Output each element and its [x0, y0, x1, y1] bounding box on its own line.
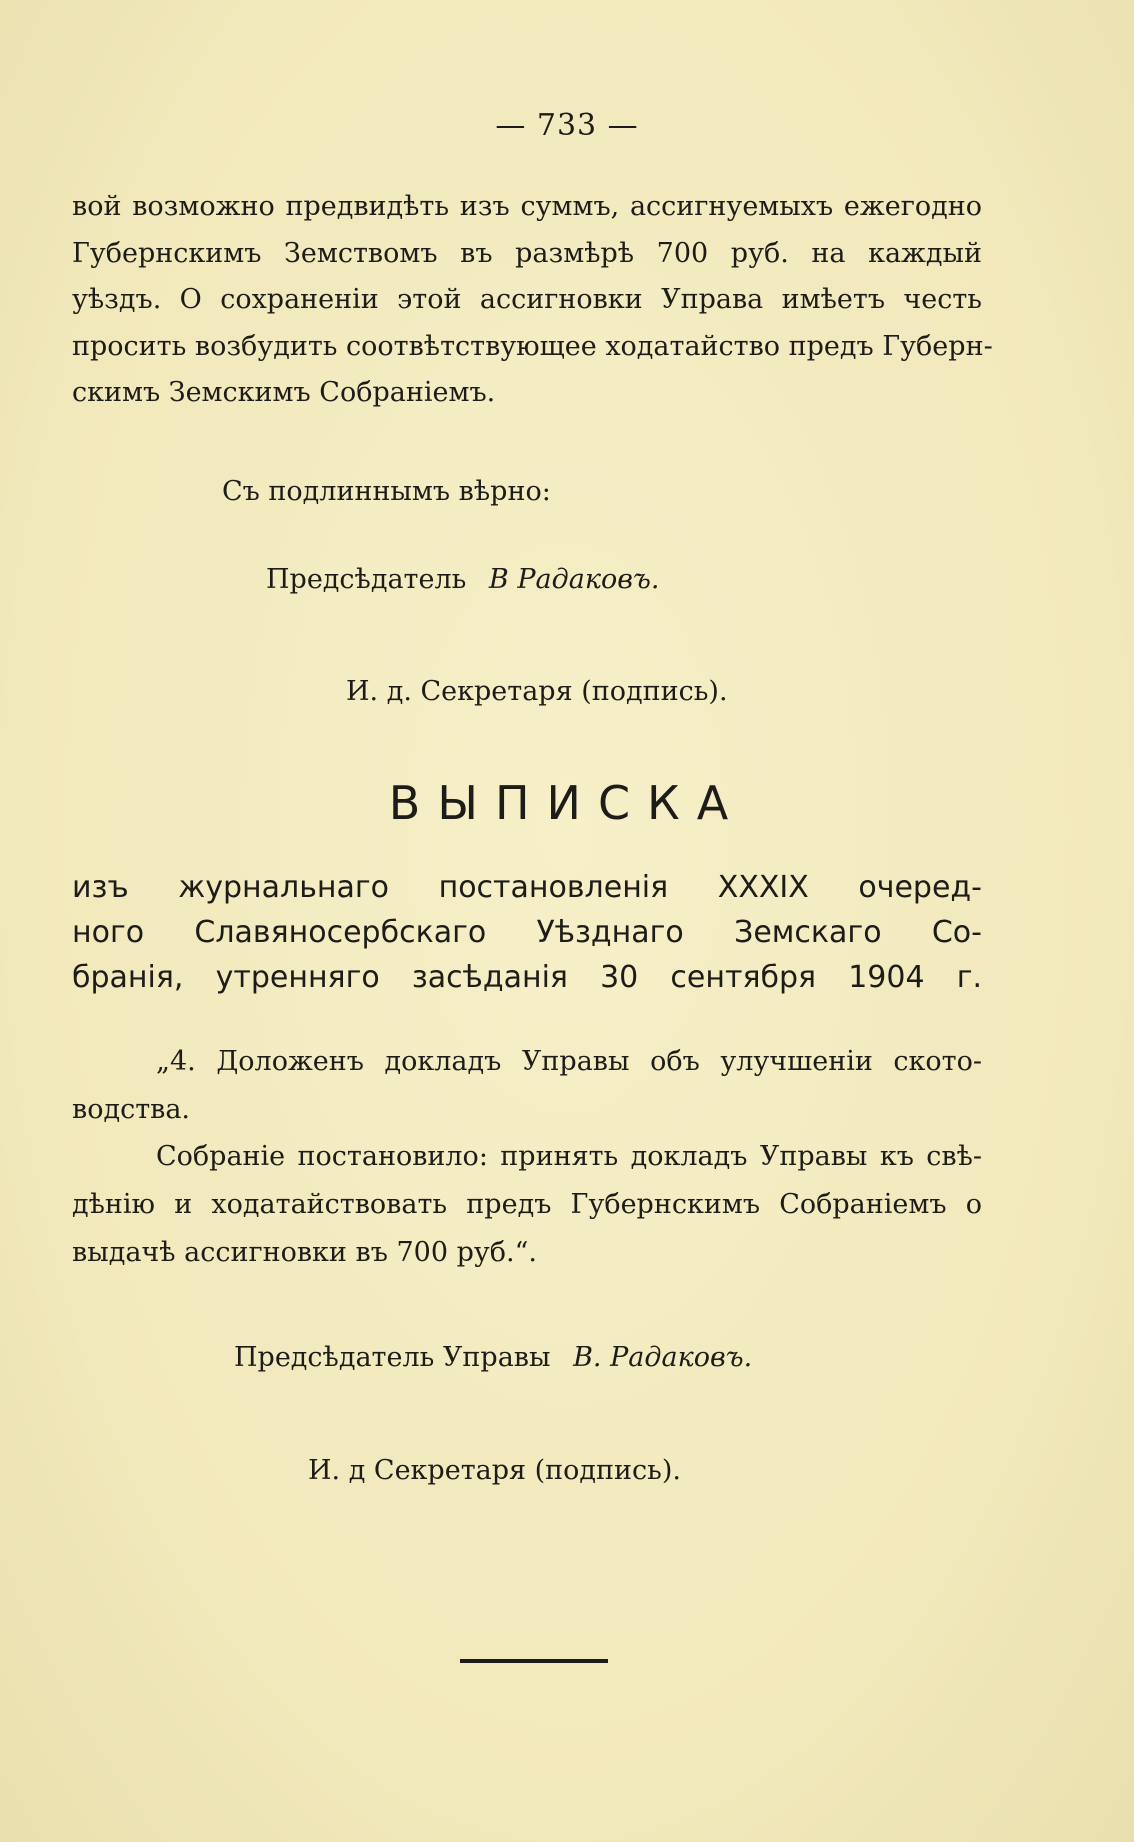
- board-chairman-title: Предсѣдатель Управы: [234, 1342, 551, 1373]
- secretary-signature-line: И. д. Секретаря (подпись).: [346, 676, 728, 707]
- text-line: скимъ Земскимъ Собраніемъ.: [72, 377, 496, 408]
- paragraph-budget: [72, 184, 993, 417]
- paragraph-report: [72, 1038, 982, 1134]
- subheading-line: ного Славяносербскаго Уѣзднаго Земскаго Со-: [72, 915, 982, 950]
- text-line: водства.: [72, 1094, 191, 1125]
- paragraph-resolution: [72, 1133, 982, 1277]
- chairman-title: Предсѣдатель: [266, 564, 467, 595]
- board-chairman-signature-line: [234, 1342, 752, 1373]
- text-line: выдачѣ ассигновки въ 700 руб.“.: [72, 1237, 537, 1268]
- page-number: — 733 —: [495, 108, 639, 143]
- extract-subheading: [72, 865, 982, 1000]
- subheading-line: изъ журнальнаго постановленія XXXIX очеред-: [72, 870, 982, 905]
- chairman-name: В Радаковъ.: [488, 564, 660, 595]
- text-line: Собраніе постановило: принять докладъ Управы къ свѣ-: [156, 1141, 982, 1172]
- text-line: Губернскимъ Земствомъ въ размѣрѣ 700 руб. на каждый: [72, 237, 982, 269]
- board-secretary-signature-line: И. д Секретаря (подпись).: [308, 1455, 681, 1486]
- certification-note: Съ подлиннымъ вѣрно:: [222, 476, 551, 507]
- subheading-line: бранія, утренняго засѣданія 30 сентября 1904 г.: [72, 960, 982, 995]
- closing-rule: [460, 1659, 608, 1663]
- board-chairman-name: В. Радаковъ.: [573, 1342, 753, 1373]
- text-line: просить возбудить соотвѣтствующее ходатайство предъ Губерн-: [72, 330, 993, 362]
- chairman-signature-line: [266, 564, 660, 595]
- text-line: „4. Доложенъ докладъ Управы объ улучшеніи ското-: [156, 1046, 982, 1077]
- text-line: уѣздъ. О сохраненіи этой ассигновки Управа имѣетъ честь: [72, 284, 982, 315]
- text-line: дѣнію и ходатайствовать предъ Губернскимъ Собраніемъ о: [72, 1189, 982, 1220]
- text-line: вой возможно предвидѣть изъ суммъ, ассигнуемыхъ ежегодно: [72, 191, 982, 222]
- extract-heading: ВЫПИСКА: [388, 776, 746, 830]
